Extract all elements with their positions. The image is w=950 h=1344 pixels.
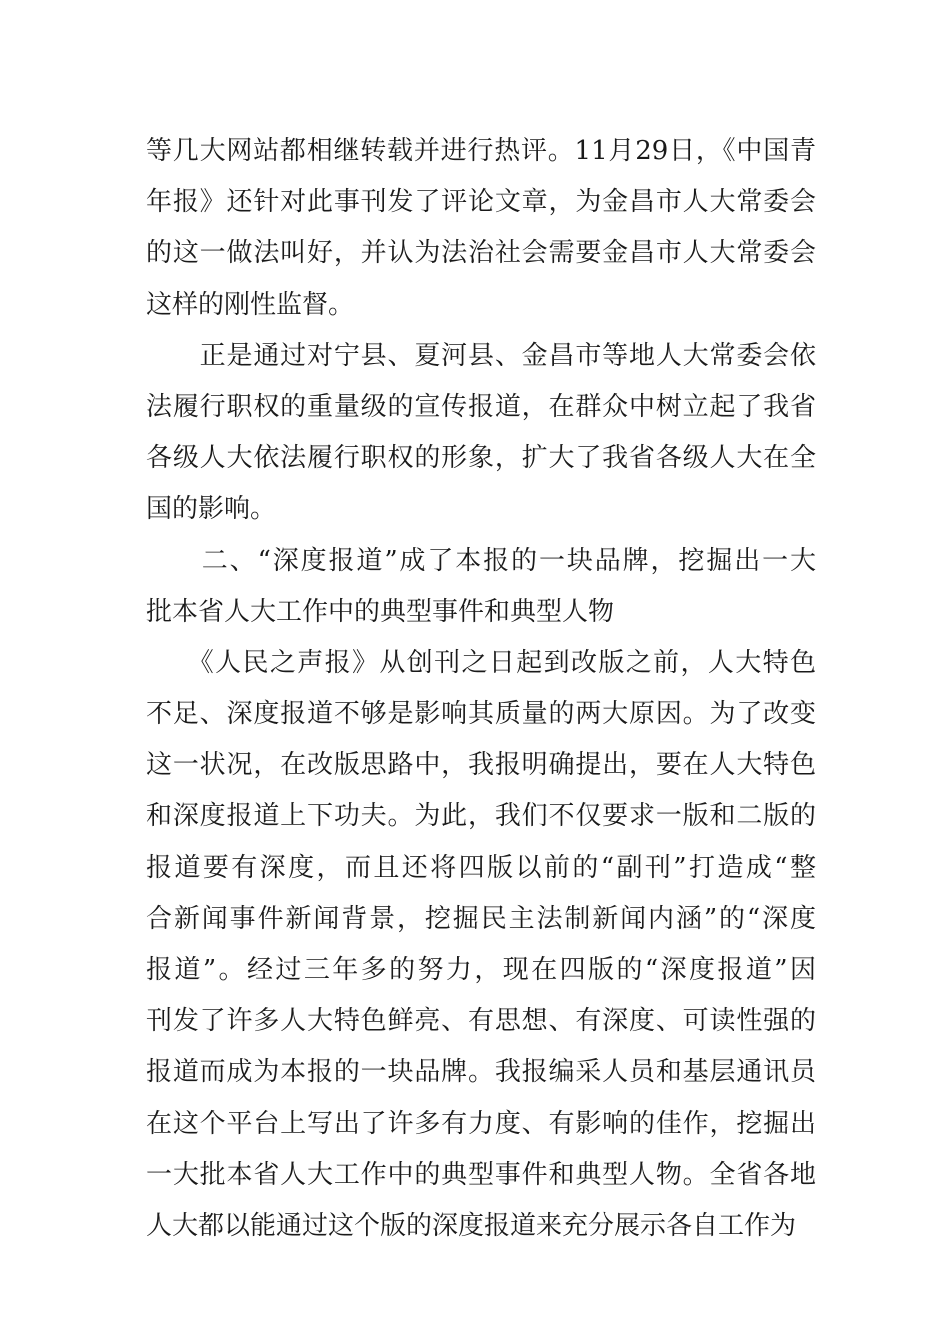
text-line: 这样的刚性监督。	[146, 289, 355, 320]
text-line: 不足、深度报道不够是影响其质量的两大原因。为了改变	[146, 699, 816, 730]
text-line: 等几大网站都相继转载并进行热评。11月29日，《中国青	[146, 136, 816, 166]
text-line: 刊发了许多人大特色鲜亮、有思想、有深度、可读性强的	[146, 1006, 816, 1037]
text-line: 报道要有深度，而且还将四版以前的“副刊”打造成“整	[146, 852, 816, 883]
text-line: 国的影响。	[146, 494, 277, 525]
section-heading-2	[146, 536, 816, 638]
text-line: 一大批本省人大工作中的典型事件和典型人物。全省各地	[146, 1159, 816, 1190]
text-line: 各级人大依法履行职权的形象，扩大了我省各级人大在全	[146, 443, 816, 474]
text-line: 法履行职权的重量级的宣传报道，在群众中树立起了我省	[146, 391, 816, 422]
text-line: 在这个平台上写出了许多有力度、有影响的佳作，挖掘出	[146, 1108, 816, 1139]
body-text	[146, 126, 816, 1252]
text-line: 正是通过对宁县、夏河县、金昌市等地人大常委会依	[146, 340, 816, 371]
paragraph-publicity	[146, 331, 816, 536]
text-line: 二、“深度报道”成了本报的一块品牌，挖掘出一大	[146, 545, 816, 576]
text-line: 这一状况，在改版思路中，我报明确提出，要在人大特色	[146, 750, 816, 781]
text-line: 人大都以能通过这个版的深度报道来充分展示各自工作为	[146, 1210, 797, 1241]
text-line: 年报》还针对此事刊发了评论文章，为金昌市人大常委会	[146, 187, 816, 218]
paragraph-in-depth	[146, 638, 816, 1252]
text-line: 批本省人大工作中的典型事件和典型人物	[146, 596, 615, 627]
text-line: 《人民之声报》从创刊之日起到改版之前，人大特色	[146, 647, 816, 678]
text-line: 的这一做法叫好，并认为法治社会需要金昌市人大常委会	[146, 238, 816, 269]
text-line: 报道”。经过三年多的努力，现在四版的“深度报道”因	[146, 955, 816, 985]
text-line: 和深度报道上下功夫。为此，我们不仅要求一版和二版的	[146, 801, 816, 832]
text-line: 合新闻事件新闻背景，挖掘民主法制新闻内涵”的“深度	[146, 903, 816, 934]
text-line: 报道而成为本报的一块品牌。我报编采人员和基层通讯员	[146, 1057, 816, 1088]
paragraph-continued	[146, 126, 816, 331]
